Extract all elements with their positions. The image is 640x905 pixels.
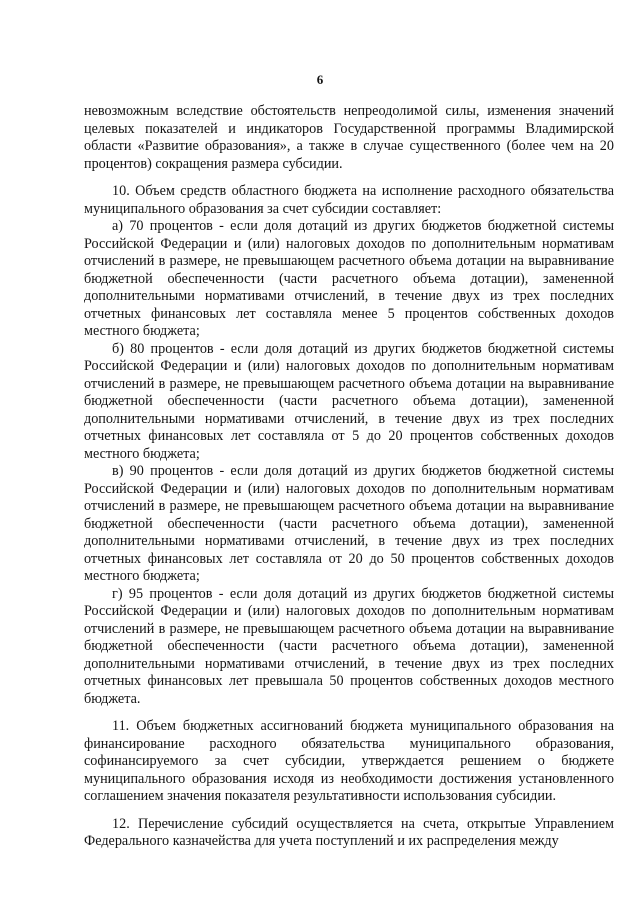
paragraph-10v: в) 90 процентов - если доля дотаций из других бюджетов бюджетной системы Российской Федерации и (или) налоговых доходов по дополнительным нормативам отчислений в размере, не превышающем расчетного объема дотации на выравнивание бюджетной обеспеченности (части расчетного объема дотации), замененной дополнительными нормативами отчислений, в течение двух из трех последних отчетных финансовых лет составляла от 20 до 50 процентов собственных доходов местного бюджета; [84, 463, 614, 584]
paragraph-10a: а) 70 процентов - если доля дотаций из других бюджетов бюджетной системы Российской Федерации и (или) налоговых доходов по дополнительным нормативам отчислений в размере, не превышающем расчетного объема дотации на выравнивание бюджетной обеспеченности (части расчетного объема дотации), замененной дополнительными нормативами отчислений, в течение двух из трех последних отчетных финансовых лет составляла менее 5 процентов собственных доходов местного бюджета; [84, 218, 614, 339]
paragraph-10b: б) 80 процентов - если доля дотаций из других бюджетов бюджетной системы Российской Федерации и (или) налоговых доходов по дополнительным нормативам отчислений в размере, не превышающем расчетного объема дотации на выравнивание бюджетной обеспеченности (части расчетного объема дотации), замененной дополнительными нормативами отчислений, в течение двух из трех последних отчетных финансовых лет составляла от 5 до 20 процентов собственных доходов местного бюджета; [84, 340, 614, 462]
paragraph-12: 12. Перечисление субсидий осуществляется на счета, открытые Управлением Федерального казначейства для учета поступлений и их распределения между [84, 815, 614, 849]
paragraph-11: 11. Объем бюджетных ассигнований бюджета муниципального образования на финансирование расходного обязательства муниципального образования, софинансируемого за счет субсидии, утверждается решением о бюджете муниципального образования исходя из необходимости достижения установленного соглашением значения показателя результативности использования субсидии. [84, 718, 614, 804]
paragraph-10: 10. Объем средств областного бюджета на исполнение расходного обязательства муниципального образования за счет субсидии составляет: [84, 183, 614, 217]
paragraph-10g: г) 95 процентов - если доля дотаций из других бюджетов бюджетной системы Российской Федерации и (или) налоговых доходов по дополнительным нормативам отчислений в размере, не превышающем расчетного объема дотации на выравнивание бюджетной обеспеченности (части расчетного объема дотации), замененной дополнительными нормативами отчислений, в течение двух из трех последних отчетных финансовых лет превышала 50 процентов собственных доходов местного бюджета. [84, 585, 614, 707]
document-body [84, 103, 614, 851]
paragraph-continued: невозможным вследствие обстоятельств непреодолимой силы, изменения значений целевых показателей и индикаторов Государственной программы Владимирской области «Развитие образования», а также в случае существенного (более чем на 20 процентов) сокращения размера субсидии. [84, 103, 614, 172]
page-number: 6 [316, 72, 324, 87]
